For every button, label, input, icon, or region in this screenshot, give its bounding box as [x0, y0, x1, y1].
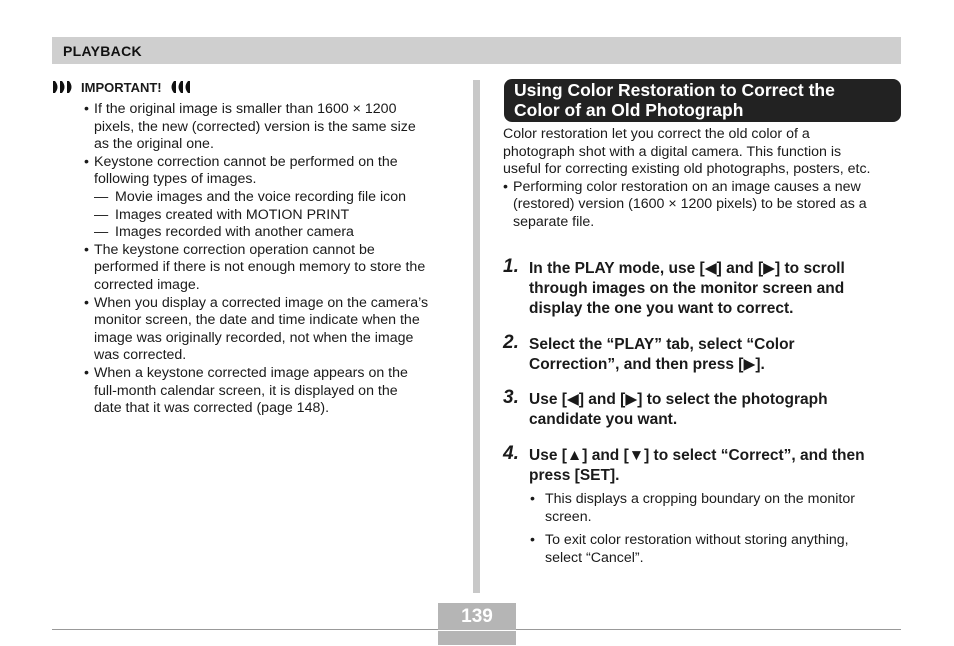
dash-item: — Images created with MOTION PRINT — [84, 207, 456, 225]
step-note: • To exit color restoration without storing anything, select “Cancel”. — [530, 532, 890, 567]
important-label: IMPORTANT! — [81, 79, 162, 95]
intro-text — [503, 126, 901, 232]
intro-bullet: • Performing color restoration on an image causes a new (restored) version (1600 × 1200 pixels) to be stored as a separate file. — [503, 179, 901, 232]
list-item: • When a keystone corrected image appears on the full-month calendar screen, it is displayed on the date that it was corrected (page 148). — [84, 365, 456, 418]
step-text: Select the “PLAY” tab, select “Color Correction”, and then press [▶]. — [529, 336, 795, 373]
list-item: • When you display a corrected image on the camera’s monitor screen, the date and time indicate when the image was originally recorded, not when the image was corrected. — [84, 295, 456, 365]
step-number: 4. — [503, 443, 519, 464]
step-text: In the PLAY mode, use [◀] and [▶] to scroll through images on the monitor screen and display the one you want to correct. — [529, 260, 845, 317]
step-number: 1. — [503, 256, 519, 277]
section-header-bar — [52, 37, 901, 64]
page-number-badge — [438, 603, 516, 645]
dash-item: — Images recorded with another camera — [84, 224, 456, 242]
step-number: 3. — [503, 387, 519, 408]
column-divider — [473, 80, 480, 593]
list-item: • The keystone correction operation cannot be performed if there is not enough memory to store the corrected image. — [84, 242, 456, 295]
topic-heading: Using Color Restoration to Correct the Color of an Old Photograph — [504, 79, 901, 122]
important-notice-header — [53, 79, 190, 95]
step-note: • This displays a cropping boundary on the monitor screen. — [530, 491, 890, 526]
important-right-marks-icon — [168, 81, 190, 93]
list-item: • Keystone correction cannot be performed on the following types of images. — [84, 154, 456, 189]
intro-paragraph: Color restoration let you correct the old color of a photograph shot with a digital camera. This function is useful for correcting existing old photographs, posters, etc. — [503, 126, 871, 178]
dash-item: — Movie images and the voice recording file icon — [84, 189, 456, 207]
section-title: PLAYBACK — [63, 43, 142, 59]
important-list — [84, 101, 456, 418]
step-text: Use [▲] and [▼] to select “Correct”, and then press [SET]. — [529, 447, 865, 484]
page-number: 139 — [461, 606, 493, 627]
list-item: • If the original image is smaller than 1600 × 1200 pixels, the new (corrected) version is the same size as the original one. — [84, 101, 456, 154]
step-text: Use [◀] and [▶] to select the photograph candidate you want. — [529, 391, 828, 428]
step-number: 2. — [503, 332, 519, 353]
important-left-marks-icon — [53, 81, 75, 93]
